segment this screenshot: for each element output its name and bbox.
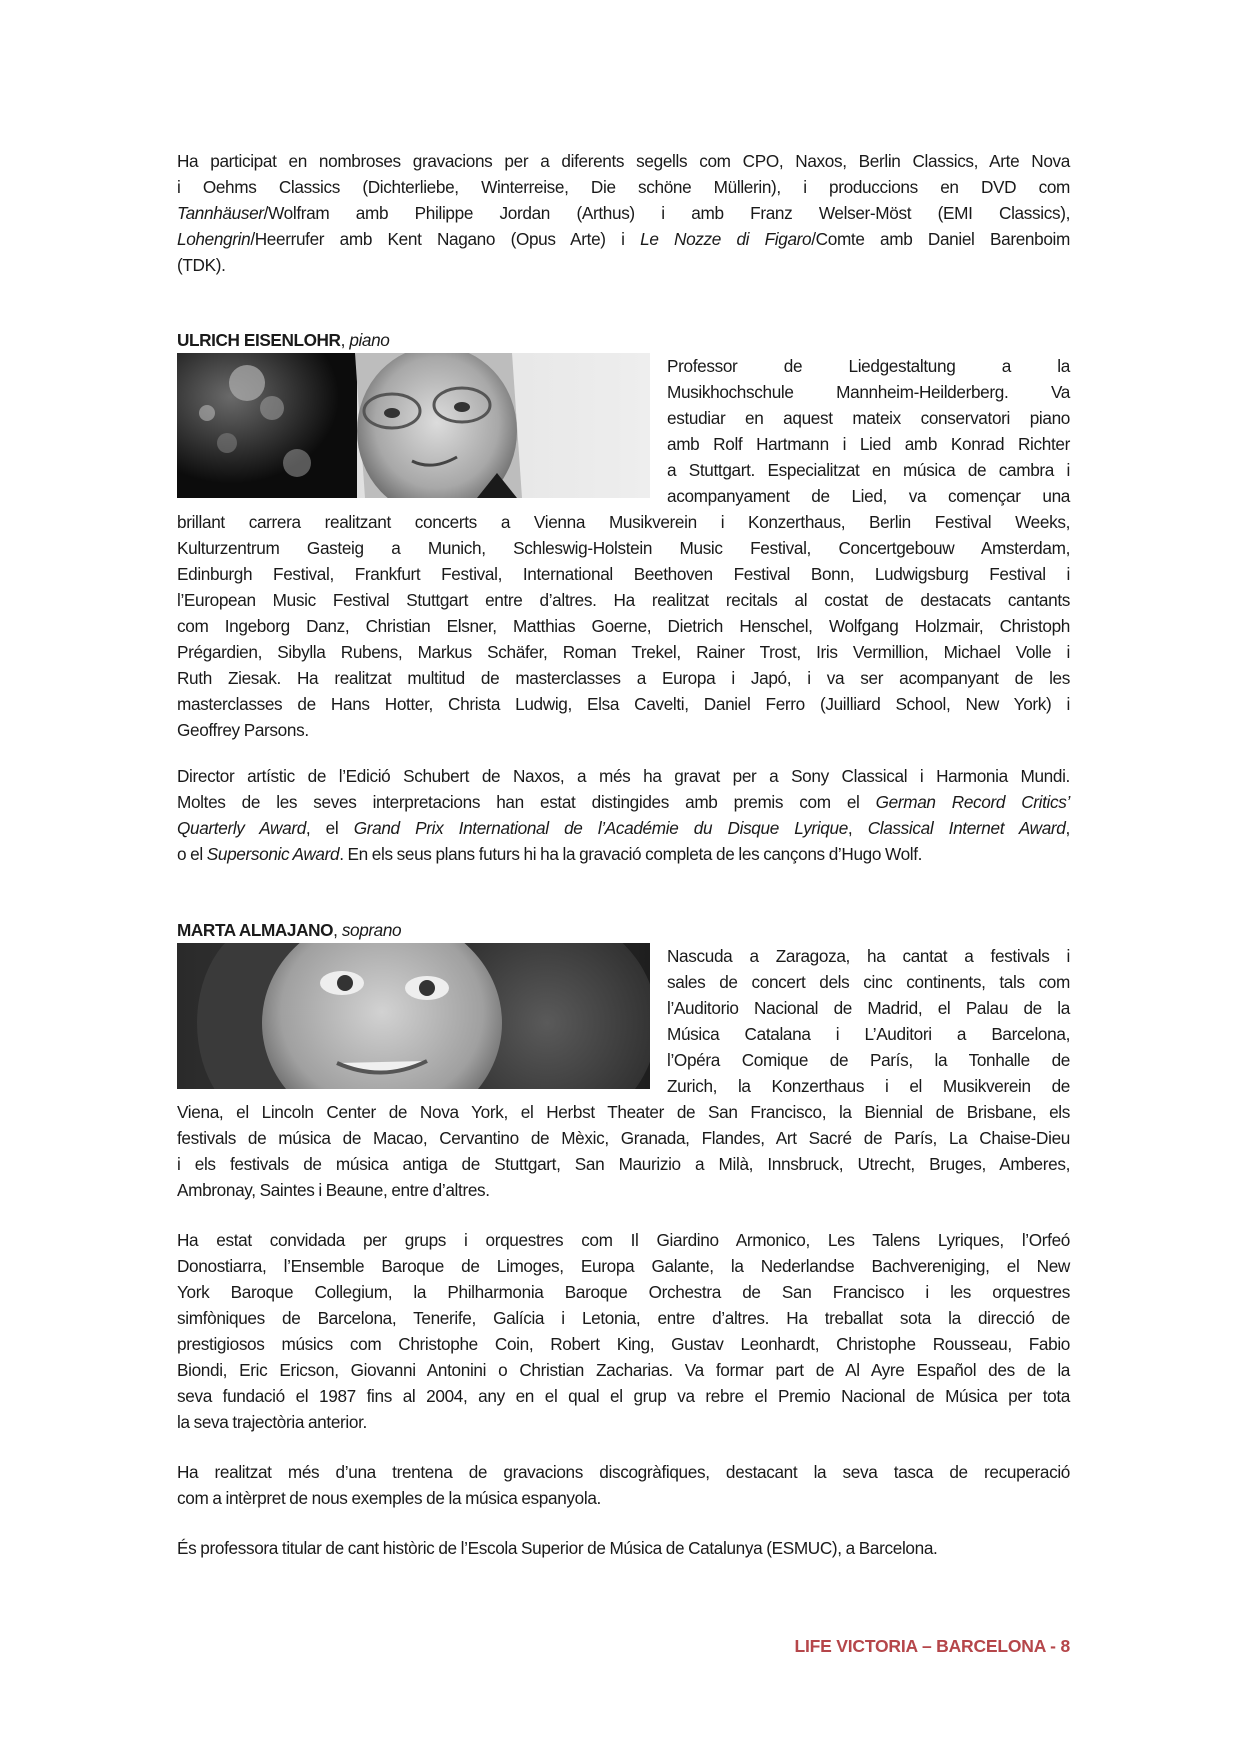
artist-role: piano — [349, 330, 390, 350]
text-line: simfòniques de Barcelona, Tenerife, Galícia i Letonia, entre d’altres. Ha treballat sota la direcció de — [177, 1308, 1070, 1328]
text-line: York Baroque Collegium, la Philharmonia Baroque Orchestra de San Francisco i les orquestres — [177, 1282, 1070, 1302]
text-line — [177, 200, 1070, 226]
text-line: sales de concert dels cinc continents, tals com — [667, 972, 1070, 992]
text-segment: , — [1065, 818, 1070, 838]
text-line: (TDK). — [177, 255, 226, 275]
text-line: seva fundació el 1987 fins al 2004, any en el qual el grup va rebre el Premio Nacional de Música per tota — [177, 1386, 1070, 1406]
text-line: Professor de Liedgestaltung a la — [667, 356, 1070, 376]
award-name: German Record Critics’ — [875, 792, 1070, 812]
text-line: a Stuttgart. Especialitzat en música de cambra i — [667, 460, 1070, 480]
text-line: Ambronay, Saintes i Beaune, entre d’altres. — [177, 1180, 490, 1200]
text-line: Ha realitzat més d’una trentena de gravacions discogràfiques, destacant la seva tasca de recuperació — [177, 1462, 1070, 1482]
text-line — [177, 841, 1070, 867]
portrait-image — [177, 353, 650, 498]
text-line: Edinburgh Festival, Frankfurt Festival, International Beethoven Festival Bonn, Ludwigsburg Festival i — [177, 564, 1070, 584]
award-name: Classical Internet Award — [867, 818, 1066, 838]
text-line: amb Rolf Hartmann i Lied amb Konrad Richter — [667, 434, 1070, 454]
text-line: festivals de música de Macao, Cervantino de Mèxic, Granada, Flandes, Art Sacré de París, La Chaise-Dieu — [177, 1128, 1070, 1148]
artist-heading: ULRICH EISENLOHR, piano — [177, 330, 390, 350]
text-line: acompanyament de Lied, va començar una — [667, 486, 1070, 506]
text-line: Prégardien, Sibylla Rubens, Markus Schäfer, Roman Trekel, Rainer Trost, Iris Vermillion, Michael Volle i — [177, 642, 1070, 662]
text-line: Ruth Ziesak. Ha realitzat multitud de masterclasses a Europa i Japó, i va ser acompanyant de les — [177, 668, 1070, 688]
text-line: estudiar en aquest mateix conservatori piano — [667, 408, 1070, 428]
text-line: com Ingeborg Danz, Christian Elsner, Matthias Goerne, Dietrich Henschel, Wolfgang Holzmair, Christoph — [177, 616, 1070, 636]
award-name: Quarterly Award — [177, 818, 306, 838]
text-segment: . En els seus plans futurs hi ha la gravació completa de les cançons d’Hugo Wolf. — [339, 844, 923, 864]
text-segment: Moltes de les seves interpretacions han estat distingides amb premis com el — [177, 792, 876, 812]
text-segment: /Wolfram amb Philippe Jordan (Arthus) i amb Franz Welser-Möst (EMI Classics), — [263, 203, 1070, 223]
text-line: com a intèrpret de nous exemples de la música espanyola. — [177, 1488, 601, 1508]
award-name: Grand Prix International de l’Académie du Disque Lyrique — [353, 818, 848, 838]
text-line: la seva trajectòria anterior. — [177, 1412, 367, 1432]
eisenlohr-photo — [177, 353, 650, 498]
text-line: l’Auditorio Nacional de Madrid, el Palau de la — [667, 998, 1070, 1018]
text-segment: /Heerrufer amb Kent Nagano (Opus Arte) i — [250, 229, 641, 249]
artist-name: ULRICH EISENLOHR — [177, 330, 341, 350]
text-line: i Oehms Classics (Dichterliebe, Winterreise, Die schöne Müllerin), i produccions en DVD com — [177, 177, 1070, 197]
artist-heading: MARTA ALMAJANO, soprano — [177, 920, 402, 940]
text-line: Musikhochschule Mannheim-Heilderberg. Va — [667, 382, 1070, 402]
opera-title: Le Nozze di Figaro — [640, 229, 812, 249]
text-segment: , el — [305, 818, 354, 838]
text-line: Geoffrey Parsons. — [177, 720, 309, 740]
text-line: i els festivals de música antiga de Stuttgart, San Maurizio a Milà, Innsbruck, Utrecht, Bruges, Amberes, — [177, 1154, 1070, 1174]
text-segment: /Comte amb Daniel Barenboim — [811, 229, 1070, 249]
text-line: Ha participat en nombroses gravacions per a diferents segells com CPO, Naxos, Berlin Classics, Arte Nova — [177, 151, 1070, 171]
text-line: Biondi, Eric Ericson, Giovanni Antonini o Christian Zacharias. Va formar part de Al Ayre Español des de la — [177, 1360, 1070, 1380]
text-line: Donostiarra, l’Ensemble Baroque de Limoges, Europa Galante, la Nederlandse Bachvereniging, el New — [177, 1256, 1070, 1276]
artist-name: MARTA ALMAJANO — [177, 920, 334, 940]
text-line: l’Opéra Comique de París, la Tonhalle de — [667, 1050, 1070, 1070]
text-line: Nascuda a Zaragoza, ha cantat a festivals i — [667, 946, 1070, 966]
text-segment: o el — [177, 844, 207, 864]
text-line: Kulturzentrum Gasteig a Munich, Schleswig-Holstein Music Festival, Concertgebouw Amsterdam, — [177, 538, 1070, 558]
opera-title: Tannhäuser — [177, 203, 264, 223]
page-footer: LIFE VICTORIA – BARCELONA - 8 — [794, 1636, 1070, 1656]
artist-role: soprano — [341, 920, 402, 940]
text-line: masterclasses de Hans Hotter, Christa Ludwig, Elsa Cavelti, Daniel Ferro (Juilliard School, New York) i — [177, 694, 1070, 714]
portrait-image — [177, 943, 650, 1089]
text-line — [177, 226, 1070, 252]
text-line: Viena, el Lincoln Center de Nova York, el Herbst Theater de San Francisco, la Biennial de Brisbane, els — [177, 1102, 1070, 1122]
text-line: Zurich, la Konzerthaus i el Musikverein de — [667, 1076, 1070, 1096]
almajano-photo — [177, 943, 650, 1089]
text-line: És professora titular de cant històric de l’Escola Superior de Música de Catalunya (ESMUC), a Barcelona. — [177, 1538, 938, 1558]
text-line: Director artístic de l’Edició Schubert de Naxos, a més ha gravat per a Sony Classical i Harmonia Mundi. — [177, 766, 1070, 786]
text-line: Música Catalana i L’Auditori a Barcelona, — [667, 1024, 1070, 1044]
opera-title: Lohengrin — [177, 229, 251, 249]
text-line: l’European Music Festival Stuttgart entre d’altres. Ha realitzat recitals al costat de destacats cantants — [177, 590, 1070, 610]
text-line: Ha estat convidada per grups i orquestres com Il Giardino Armonico, Les Talens Lyriques, l’Orfeó — [177, 1230, 1070, 1250]
award-name: Supersonic Award — [206, 844, 340, 864]
text-segment: , — [847, 818, 868, 838]
text-line: prestigiosos músics com Christophe Coin, Robert King, Gustav Leonhardt, Christophe Rousseau, Fabio — [177, 1334, 1070, 1354]
text-line — [177, 789, 1070, 815]
text-line: brillant carrera realitzant concerts a Vienna Musikverein i Konzerthaus, Berlin Festival Weeks, — [177, 512, 1070, 532]
text-line — [177, 815, 1070, 841]
